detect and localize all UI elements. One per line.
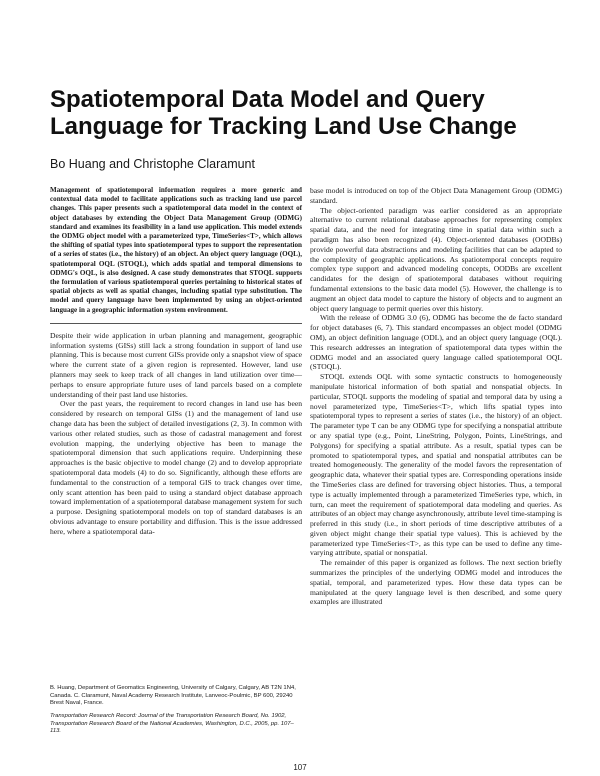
body-paragraph: The remainder of this paper is organized as follows. The next section briefly summarizes the principles of the underlying ODMG model and introduces the spatial, temporal, and parameterized types. How these data types can be manipulated at the query language level is then described, and some query examples are illustrated (310, 558, 562, 607)
body-paragraph: STOQL extends OQL with some syntactic constructs to homogeneously manipulate historical information of both spatial and nonspatial objects. In particular, STOQL supports the modeling of spatial and temporal data by using a novel parameterized type, TimeSeries<T>, which lifts spatial types into spatiotemporal types to represent a series of states (i.e., the history) of an object. The parameter type T can be any ODMG type for specifying a nonspatial attribute or any spatial type (e.g., Point, LineString, Polygon, Points, LineStrings, and Polygons) for specifying a spatial attribute. As a result, spatial types can be promoted to spatiotemporal types, and spatial and nonspatial attributes can be treated homogeneously. The generality of the model favors the representation of geographic data, whatever their spatial types are. Corresponding operations inside the TimeSeries class are defined for traversing object histories. Thus, a temporal type is actually implemented through a parameterized TimeSeries type, which, in turn, can meet the requirement of spatiotemporal data modeling and queries. As attributes of an object may change asynchronously, attribute level time-stamping is preferred in this study (i.e., in short periods of time descriptive attributes of a given object might change their spatial type values). This is achieved by the parameterized type TimeSeries<T>, as this type can be used to define any time-varying attribute, spatial or nonspatial. (310, 372, 562, 558)
body-paragraph: With the release of ODMG 3.0 (6), ODMG has become the de facto standard for object databases (6, 7). This standard encompasses an object model (ODMG OM), an object definition language (ODL), and an object query language (OQL). This research addresses an integration of spatiotemporal data types within the ODMG model and an associated query language called spatiotemporal OQL (STOQL). (310, 313, 562, 372)
body-paragraph: Over the past years, the requirement to record changes in land use has been considered by research on temporal GISs (1) and the management of land use change data has been the subject of detailed investigations (2, 3). In common with various other related studies, such as those of cadastral management and forest evolution mapping, the underlying objective has been to manage the spatiotemporal dimension that such applications require. Underpinning these approaches is the basic objective to model change (2) and to develop appropriate spatiotemporal data models (4) to do so. Significantly, although these efforts are fundamental to the construction of a temporal GIS to track changes over time, only scant attention has been paid to using a standard object database approach toward implementation of a spatiotemporal database management system for such a purpose. Designing spatiotemporal models on top of standard databases is an obvious advantage to ensure portability and diffusion. This is the issue addressed here, where a spatiotemporal data- (50, 399, 302, 536)
body-paragraph: base model is introduced on top of the Object Data Management Group (ODMG) standard. (310, 186, 562, 205)
left-column (50, 186, 302, 537)
author-names: Bo Huang and Christophe Claramunt (50, 157, 255, 171)
abstract-divider (50, 323, 302, 324)
body-paragraph: The object-oriented paradigm was earlier considered as an appropriate alternative to current relational database approaches for representing complex spatial data, and the need for integrating time in spatial data within such a paradigm has also been recognized (4). Object-oriented databases (OODBs) provide powerful data abstractions and modeling facilities that can be adapted to the complexity of geographic applications. As spatiotemporal concepts require complex type support and advanced modeling concepts, OODBs are excellent candidates for the design of spatiotemporal databases without requiring fundamental extensions to the basic data model (5). However, the challenge is to augment an object data model to capture the history of objects and to augment an object query language to permit queries over this history. (310, 205, 562, 313)
citation-footnote: Transportation Research Record: Journal of the Transportation Research Board, No. 1902, Transportation Research Board of the National Academies, Washington, D.C., 2005, pp. 107–113. (50, 713, 294, 735)
paper-title: Spatiotemporal Data Model and Query Language for Tracking Land Use Change (50, 86, 517, 140)
author-affiliation-footnote: B. Huang, Department of Geomatics Engineering, University of Calgary, Calgary, AB T2N 1N4, Canada. C. Claramunt, Naval Academy Research Institute, Lanveoc-Poulmic, BP 600, 29240 Brest Naval, France. (50, 685, 296, 707)
right-column (310, 186, 562, 607)
abstract: Management of spatiotemporal information requires a more generic and contextual data model to facilitate applications such as tracking land use parcel changes. This paper presents such a spatiotemporal data model in the context of object databases by extending the Object Data Management Group (ODMG) standard and examines its feasibility in a land use application. This model extends the ODMG object model with a parameterized type, TimeSeries<T>, which allows the shifting of spatial types into spatiotemporal types to support the representation of a series of states (i.e., the history) of an object. An object query language (OQL), spatiotemporal OQL (STOQL), which adds spatial and temporal dimensions to ODMG's OQL, is also designed. A case study demonstrates that STOQL supports the formulation of various spatiotemporal queries pertaining to historical states of spatial objects as well as spatial changes, including spatial type substitution. The model and query language have been implemented by using an object-oriented language in a geographic information system environment. (50, 186, 302, 314)
page-number: 107 (293, 763, 307, 772)
body-paragraph: Despite their wide application in urban planning and management, geographic information systems (GISs) still lack a strong foundation in support of land use planning. This is because most current GISs provide only a snapshot view of space where the current state of a given region is represented. However, land use planners may seek to keep track of all changes in land utilization over time—perhaps to ensure appropriate future uses of land parcels based on a complete understanding of their past land use histories. (50, 330, 302, 399)
